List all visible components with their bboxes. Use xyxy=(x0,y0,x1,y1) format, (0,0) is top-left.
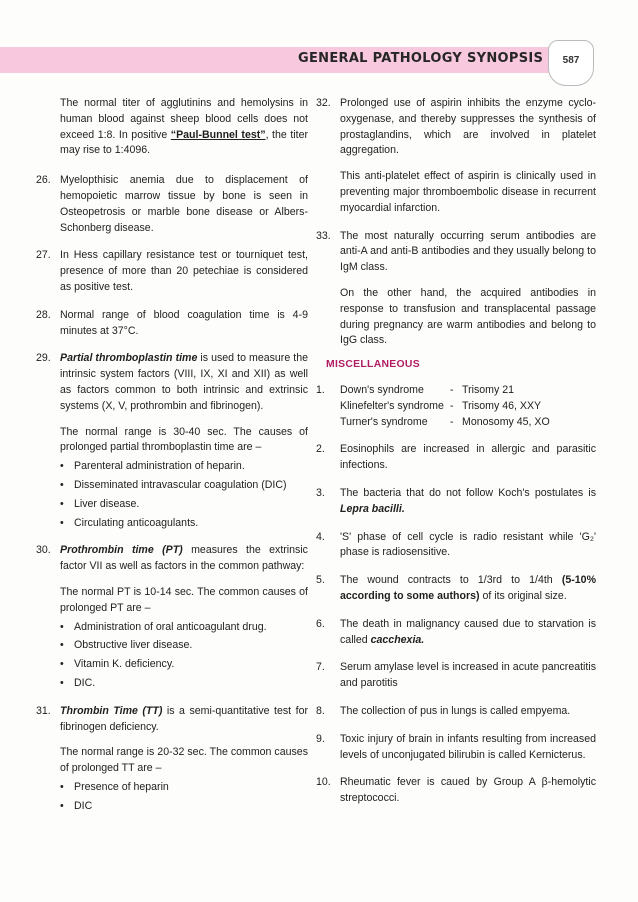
misc-9: 9. Toxic injury of brain in infants resulting from increased levels of unconjugated bilirubin is called Kernicterus. xyxy=(316,732,596,761)
item-29: 29. Partial thromboplastin time is used to measure the intrinsic system factors (VIII, IX, XI and XII) as well as factors common to both intrinsic and extrinsic systems (X, V, prothrombin and fibrinogen). xyxy=(36,352,308,412)
misc-4: 4. 'S' phase of cell cycle is radio resistant while 'G₂' phase is radiosensitive. xyxy=(316,530,596,559)
bullet: • Presence of heparin xyxy=(36,780,308,796)
item-31-para: The normal range is 20-32 sec. The common causes of prolonged TT are – xyxy=(60,746,308,775)
right-column xyxy=(316,96,596,819)
item-30-para: The normal PT is 10-14 sec. The common causes of prolonged PT are – xyxy=(60,585,308,614)
misc-8: 8. The collection of pus in lungs is called empyema. xyxy=(316,704,571,717)
misc-10: 10. Rheumatic fever is caued by Group A β-hemolytic streptococci. xyxy=(316,776,596,805)
bullet: • Parenteral administration of heparin. xyxy=(36,459,308,475)
page-number: 587 xyxy=(562,55,580,66)
syndrome-name: Down's syndrome xyxy=(340,383,424,396)
item-27: 27. In Hess capillary resistance test or tourniquet test, presence of more than 20 petechiae is considered as positive test. xyxy=(36,249,308,293)
item-33-para: On the other hand, the acquired antibodies in response to transfusion and transplacental passage during pregnancy are warm antibodies and belong to IgG class. xyxy=(340,286,596,347)
misc-1: 1. Down's syndrome - Trisomy 21 Klinefelter's syndrome - Trisomy 46, XXY Turner's syndrome - Monosomy 45, XO xyxy=(316,383,596,430)
karyotype: Trisomy 46, XXY xyxy=(462,399,542,412)
left-column xyxy=(36,96,308,817)
bullet: • Disseminated intravascular coagulation (DIC) xyxy=(36,478,308,494)
misc-2: 2. Eosinophils are increased in allergic and parasitic infections. xyxy=(316,443,596,472)
item-29-para: The normal range is 30-40 sec. The causes of prolonged partial thromboplastin time are – xyxy=(60,425,308,454)
bullet: • DIC xyxy=(36,799,308,815)
page-header-title: GENERAL PATHOLOGY SYNOPSIS xyxy=(298,51,544,66)
bullet: • Obstructive liver disease. xyxy=(36,638,308,654)
misc-7: 7. Serum amylase level is increased in acute pancreatitis and parotitis xyxy=(316,661,596,690)
item-26: 26. Myelopthisic anemia due to displacement of hemopoietic marrow tissue by bone is seen in Osteopetrosis or marble bone disease or Albers-Schonberg disease. xyxy=(36,174,308,234)
syndrome-name: Turner's syndrome xyxy=(340,415,428,428)
syndrome-name: Klinefelter's syndrome xyxy=(340,399,444,412)
item-32: 32. Prolonged use of aspirin inhibits the enzyme cyclo-oxygenase, and thereby suppresses the synthesis of prostaglandins, which are involved in platelet aggregation. xyxy=(316,97,596,157)
bullet: • DIC. xyxy=(36,676,308,692)
page-number-badge xyxy=(548,40,594,86)
item-32-para: This anti-platelet effect of aspirin is clinically used in preventing major thromboembolic disease in recurrent myocardial infarction. xyxy=(340,170,596,214)
item-31: 31. Thrombin Time (TT) is a semi-quantitative test for fibrinogen deficiency. xyxy=(36,704,308,733)
section-heading: MISCELLANEOUS xyxy=(326,359,420,371)
misc-3: 3. The bacteria that do not follow Koch's postulates is Lepra bacilli. xyxy=(316,486,596,515)
bullet: • Liver disease. xyxy=(36,497,308,513)
bullet: • Vitamin K. deficiency. xyxy=(36,657,308,673)
bullet: • Circulating anticoagulants. xyxy=(36,516,308,532)
karyotype: Monosomy 45, XO xyxy=(462,415,550,428)
bullet: • Administration of oral anticoagulant drug. xyxy=(36,620,308,636)
intro-paragraph: The normal titer of agglutinins and hemolysins in human blood against sheep blood cells does not exceed 1:8. In positive “Paul-Bunnel test”, the titer may rise to 1:4096. xyxy=(60,97,308,157)
misc-5: 5. The wound contracts to 1/3rd to 1/4th (5-10% according to some authors) of its original size. xyxy=(316,574,596,602)
item-30: 30. Prothrombin time (PT) measures the extrinsic factor VII as well as factors in the common pathway: xyxy=(36,544,308,573)
misc-6: 6. The death in malignancy caused due to starvation is called cacchexia. xyxy=(316,617,596,646)
karyotype: Trisomy 21 xyxy=(462,383,514,396)
item-28: 28. Normal range of blood coagulation time is 4-9 minutes at 37°C. xyxy=(36,308,308,337)
item-33: 33. The most naturally occurring serum antibodies are anti-A and anti-B antibodies and they usually belong to IgM class. xyxy=(316,229,596,274)
